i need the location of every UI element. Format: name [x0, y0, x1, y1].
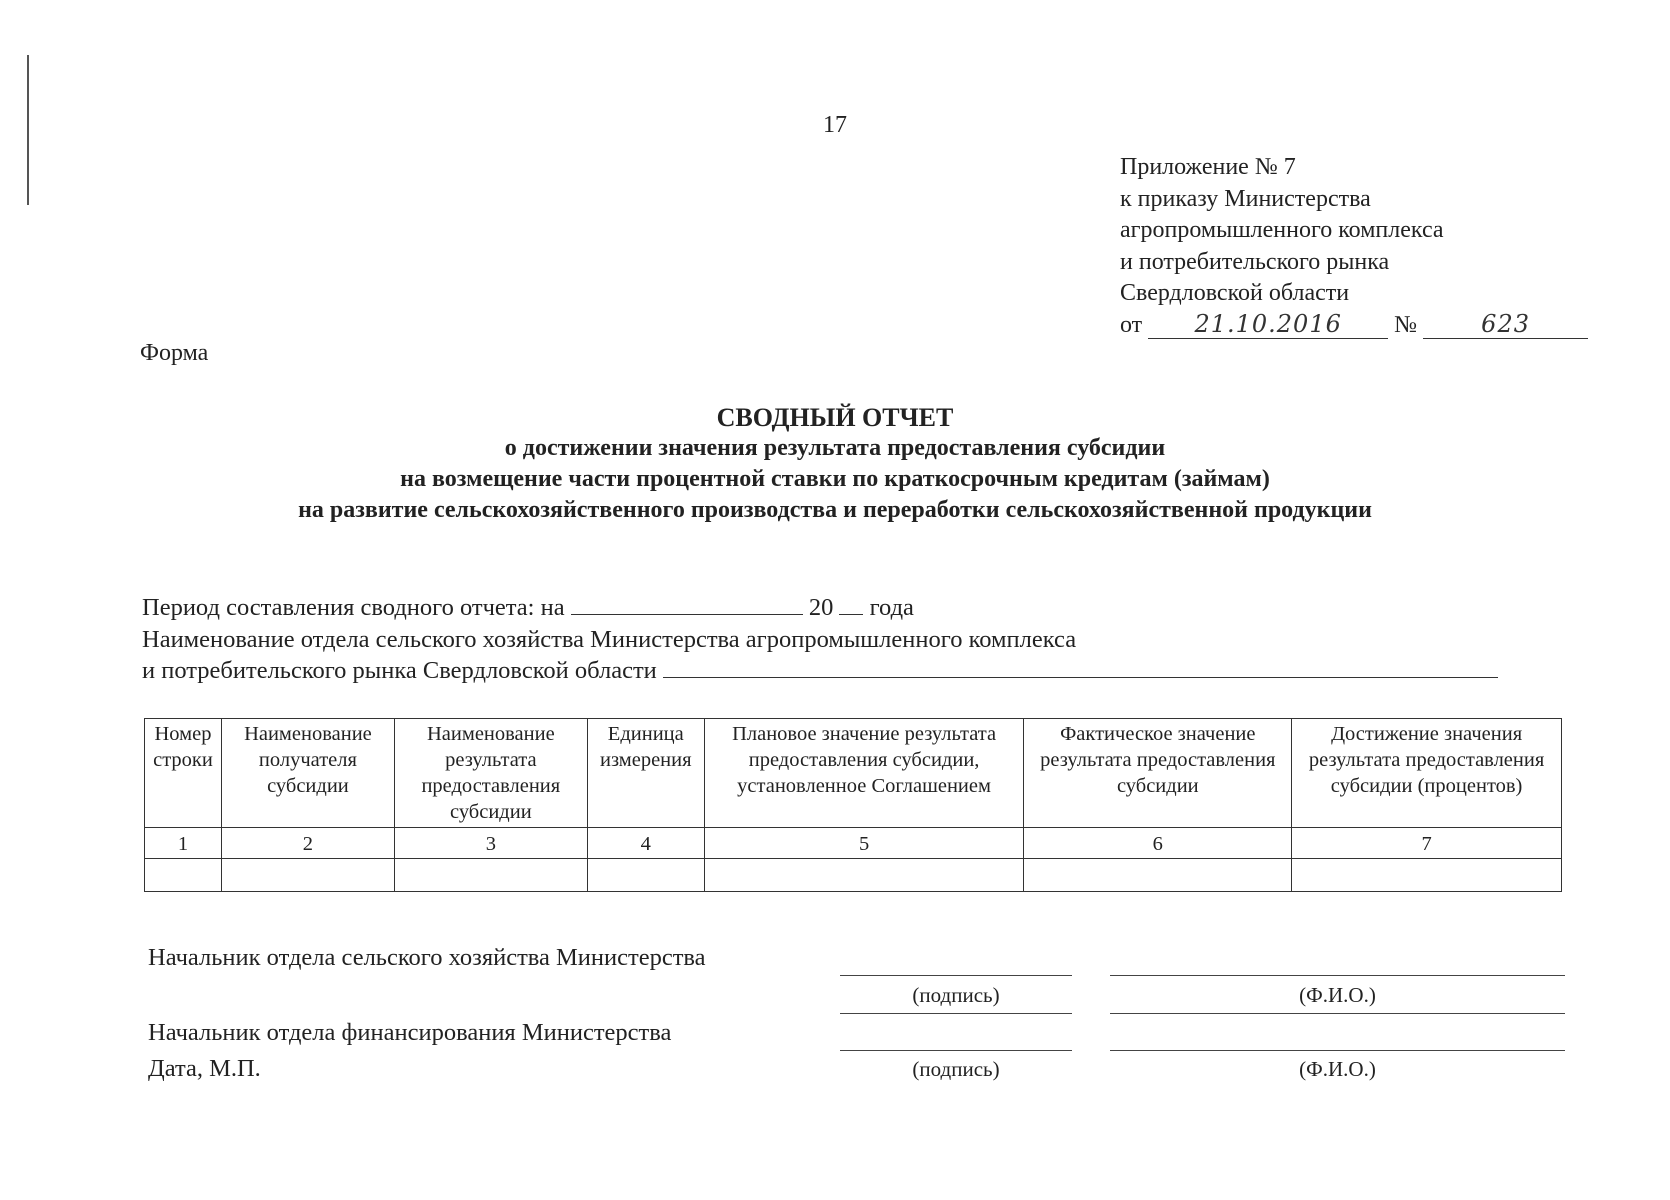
- column-number-cell: 6: [1024, 828, 1292, 859]
- header-cell: Наименование получателя субсидии: [221, 719, 394, 828]
- date-field: [1148, 311, 1388, 339]
- column-number-cell: 2: [221, 828, 394, 859]
- table-cell[interactable]: [221, 859, 394, 892]
- table-cell[interactable]: [394, 859, 587, 892]
- head-fin-label: Начальник отдела финансирования Министерства: [148, 1019, 672, 1046]
- table-row-empty: [145, 859, 1562, 892]
- appendix-line-5: Свердловской области: [1120, 280, 1350, 306]
- header-cell: Фактическое значение результата предоставления субсидии: [1024, 719, 1292, 828]
- title-line-3: на возмещение части процентной ставки по краткосрочным кредитам (займам): [400, 466, 1270, 492]
- table-cell[interactable]: [145, 859, 222, 892]
- report-title: [0, 402, 1670, 526]
- handwritten-number: 623: [1481, 309, 1530, 338]
- report-table: [144, 718, 1562, 892]
- table-header-row: [145, 719, 1562, 828]
- period-year-suffix: года: [869, 594, 914, 621]
- appendix-line-3: агропромышленного комплекса: [1120, 217, 1444, 243]
- date-prefix: от: [1120, 311, 1143, 338]
- table-row-column-numbers: [145, 828, 1562, 859]
- appendix-block: [1120, 152, 1588, 341]
- fio-line-agri[interactable]: [1110, 975, 1565, 976]
- period-prefix: Период составления сводного отчета: на: [142, 594, 565, 621]
- title-main: СВОДНЫЙ ОТЧЕТ: [716, 403, 954, 432]
- dept-name-field[interactable]: [663, 657, 1498, 678]
- period-line: [142, 592, 1498, 624]
- dept-line-2-text: и потребительского рынка Свердловской области: [142, 657, 657, 684]
- table-cell[interactable]: [587, 859, 704, 892]
- period-year-field[interactable]: [839, 594, 863, 615]
- form-label: Форма: [140, 340, 209, 366]
- column-number-cell: 3: [394, 828, 587, 859]
- date-seal-label: Дата, М.П.: [148, 1055, 261, 1082]
- period-year-prefix: 20: [808, 594, 834, 621]
- table-cell[interactable]: [1292, 859, 1562, 892]
- period-date-field[interactable]: [571, 594, 803, 615]
- dept-line-2: [142, 655, 1498, 687]
- table-cell[interactable]: [1024, 859, 1292, 892]
- number-field: [1423, 311, 1588, 339]
- fio-line-fin[interactable]: [1110, 1050, 1565, 1051]
- signature-caption-fin: (подпись): [912, 1057, 1000, 1081]
- header-cell: Номер строки: [145, 719, 222, 828]
- column-number-cell: 4: [587, 828, 704, 859]
- appendix-date-line: [1120, 310, 1588, 342]
- appendix-line-1: Приложение № 7: [1120, 154, 1296, 180]
- signature-line-agri[interactable]: [840, 975, 1072, 976]
- signature-caption-agri: (подпись): [912, 983, 1000, 1007]
- appendix-line-2: к приказу Министерства: [1120, 185, 1371, 212]
- divider-line-1: [840, 1013, 1072, 1014]
- dept-line-1: Наименование отдела сельского хозяйства Министерства агропромышленного комплекса: [142, 625, 1077, 653]
- signature-line-fin[interactable]: [840, 1050, 1072, 1051]
- header-cell: Наименование результата предоставления субсидии: [394, 719, 587, 828]
- head-agri-label: Начальник отдела сельского хозяйства Министерства: [148, 944, 706, 971]
- fio-caption-fin: (Ф.И.О.): [1299, 1057, 1376, 1081]
- number-prefix: №: [1394, 311, 1418, 338]
- page-number: 17: [823, 112, 847, 138]
- handwritten-date: 21.10.2016: [1194, 309, 1342, 338]
- column-number-cell: 7: [1292, 828, 1562, 859]
- header-cell: Единица измерения: [587, 719, 704, 828]
- table-cell[interactable]: [704, 859, 1024, 892]
- appendix-line-4: и потребительского рынка: [1120, 248, 1390, 275]
- column-number-cell: 1: [145, 828, 222, 859]
- title-line-4: на развитие сельскохозяйственного производства и переработки сельскохозяйственной продукции: [298, 497, 1372, 523]
- divider-line-2: [1110, 1013, 1565, 1014]
- period-block: [142, 592, 1498, 687]
- header-cell: Плановое значение результата предоставления субсидии, установленное Соглашением: [704, 719, 1024, 828]
- header-cell: Достижение значения результата предоставления субсидии (процентов): [1292, 719, 1562, 828]
- column-number-cell: 5: [704, 828, 1024, 859]
- fio-caption-agri: (Ф.И.О.): [1299, 983, 1376, 1007]
- title-line-2: о достижении значения результата предоставления субсидии: [504, 435, 1166, 461]
